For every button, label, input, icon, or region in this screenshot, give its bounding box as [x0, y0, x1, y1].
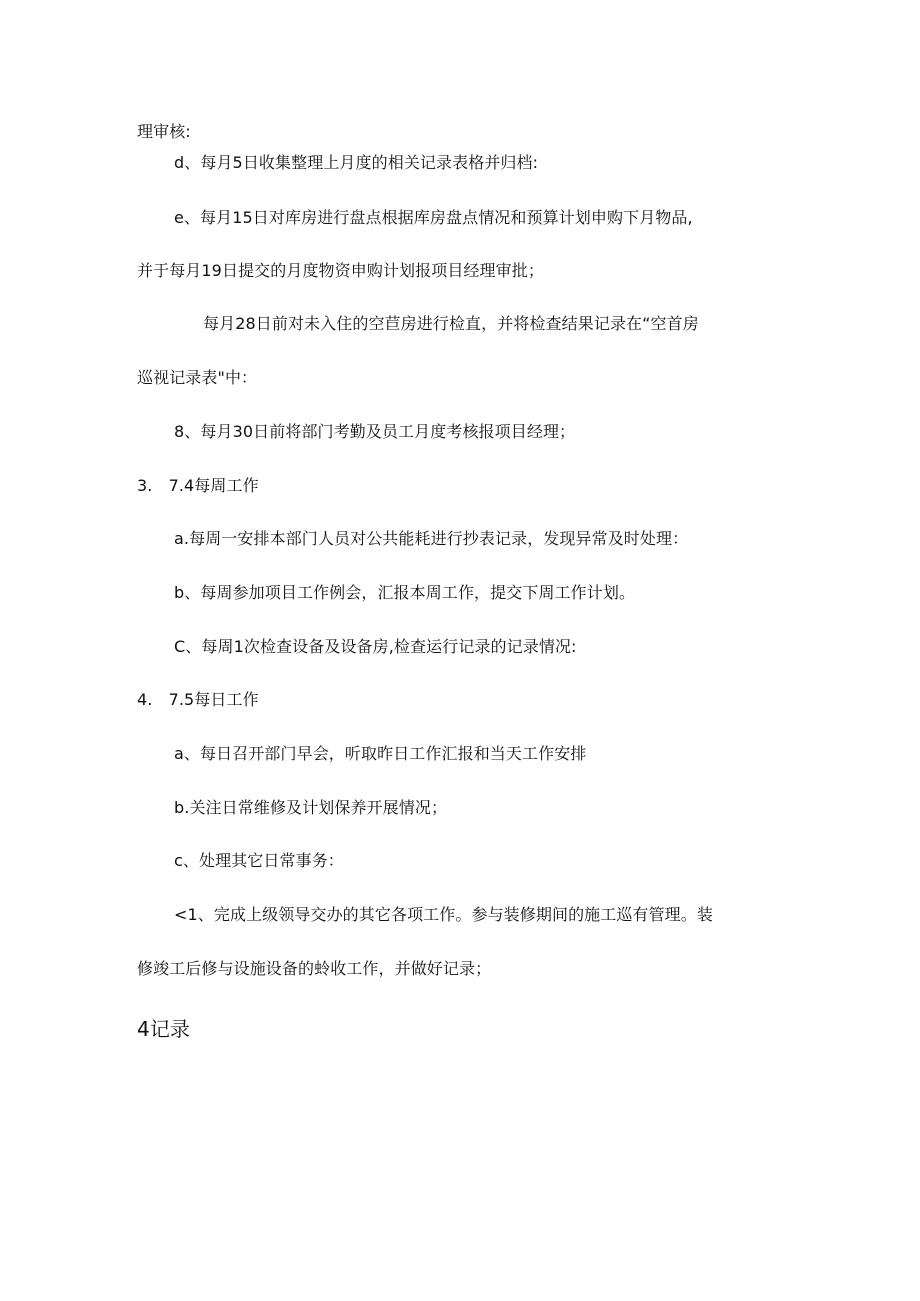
subsection-heading-daily: 4. 7.5每日工作: [137, 690, 259, 709]
text-line-4: 并于每月19日提交的月度物资申购计划报项目经理审批；: [137, 261, 544, 280]
text-line-1: 理审核:: [137, 122, 191, 141]
text-line-13: a、每日召开部门早会，听取昨日工作汇报和当天工作安排: [174, 744, 587, 763]
text-line-11: C、每周1次检查设备及设备房,检查运行记录的记录情况:: [174, 637, 577, 656]
text-line-7: 8、每月30日前将部门考勤及员工月度考核报项目经理；: [174, 422, 576, 441]
section-heading-records: 4记录: [137, 1017, 191, 1041]
text-line-15: c、处理其它日常事务：: [174, 851, 344, 870]
text-line-10: b、每周参加项目工作例会，汇报本周工作，提交下周工作计划。: [174, 583, 636, 602]
text-line-14: b.关注日常维修及计划保养开展情况；: [174, 798, 448, 817]
text-line-6: 巡视记录表"中：: [137, 368, 258, 387]
text-line-16: <1、完成上级领导交办的其它各项工作。参与装修期间的施工巡有管理。装: [174, 905, 713, 924]
text-line-2: d、每月5日收集整理上月度的相关记录表格并归档:: [174, 153, 539, 172]
text-line-17: 修竣工后修与设施设备的蛉收工作，并做好记录；: [137, 959, 492, 978]
text-line-5: 每月28日前对未入住的空苣房进行检直，并将检查结果记录在“空首房: [203, 314, 699, 333]
text-line-3: e、每月15日对库房进行盘点根据库房盘点情况和预算计划申购下月物品,: [174, 208, 693, 227]
text-line-9: a.每周一安排本部门人员对公共能耗进行抄表记录，发现异常及时处理：: [174, 529, 689, 548]
subsection-heading-weekly: 3. 7.4每周工作: [137, 476, 259, 495]
